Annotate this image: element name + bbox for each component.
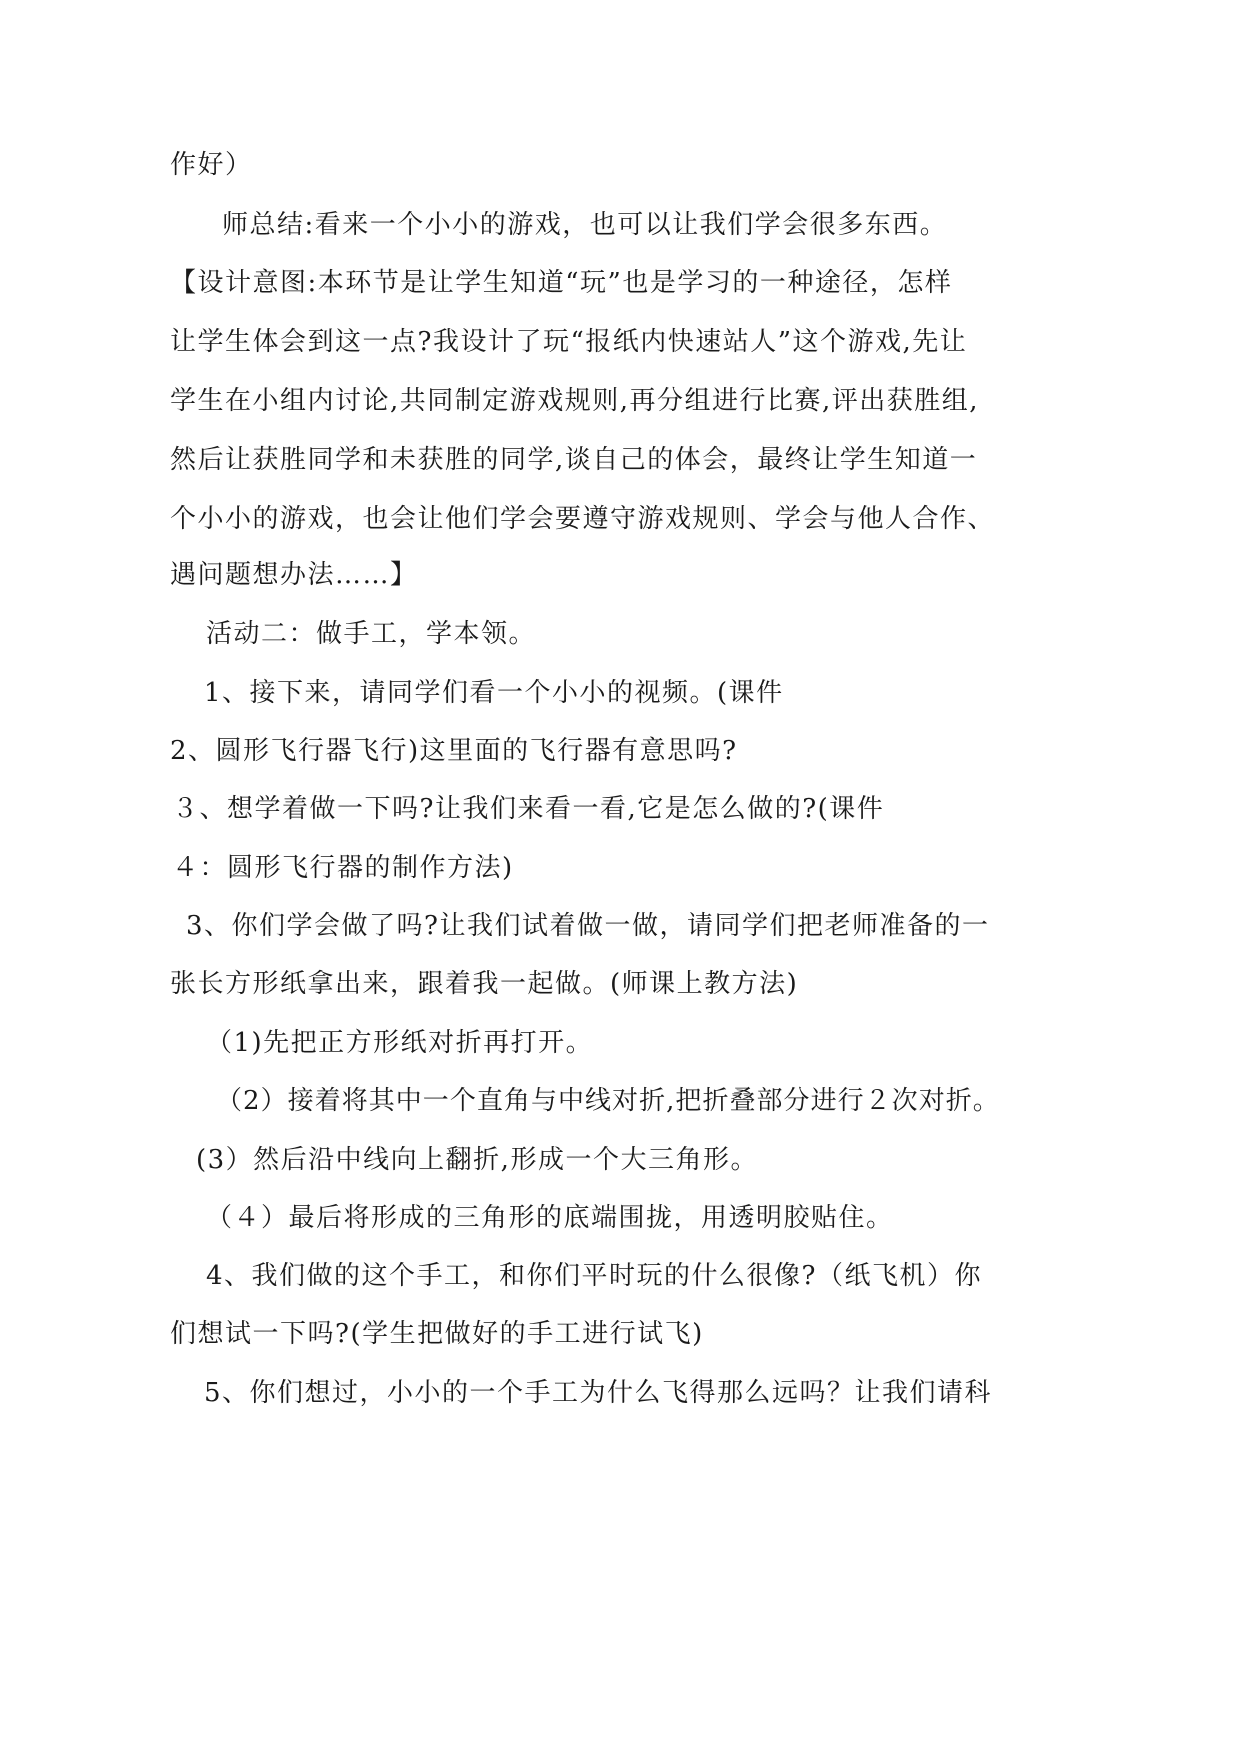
text-line: ３、想学着做一下吗?让我们来看一看,它是怎么做的?(课件 bbox=[172, 794, 885, 824]
text-line: 张长方形纸拿出来，跟着我一起做。(师课上教方法) bbox=[170, 969, 799, 999]
text-line: 作好） bbox=[170, 150, 253, 180]
text-line: 3、你们学会做了吗?让我们试着做一做，请同学们把老师准备的一 bbox=[186, 911, 990, 941]
text-line: （2）接着将其中一个直角与中线对折,把折叠部分进行２次对折。 bbox=[216, 1086, 1000, 1116]
text-line: 5、你们想过，小小的一个手工为什么飞得那么远吗？让我们请科 bbox=[204, 1378, 993, 1408]
text-line: 1、接下来，请同学们看一个小小的视频。(课件 bbox=[204, 678, 784, 708]
text-line: 【设计意图:本环节是让学生知道“玩”也是学习的一种途径，怎样 bbox=[170, 268, 953, 298]
text-line: 们想试一下吗?(学生把做好的手工进行试飞) bbox=[170, 1319, 704, 1349]
text-line: （1)先把正方形纸对折再打开。 bbox=[206, 1028, 594, 1058]
text-line: (3）然后沿中线向上翻折,形成一个大三角形。 bbox=[196, 1145, 758, 1175]
text-line: 让学生体会到这一点?我设计了玩“报纸内快速站人”这个游戏,先让 bbox=[170, 327, 968, 357]
text-line: 学生在小组内讨论,共同制定游戏规则,再分组进行比赛,评出获胜组, bbox=[170, 386, 980, 416]
text-line: 4、我们做的这个手工，和你们平时玩的什么很像?（纸飞机）你 bbox=[206, 1261, 982, 1291]
text-line: 遇问题想办法……】 bbox=[170, 560, 418, 590]
text-line: 然后让获胜同学和未获胜的同学,谈自己的体会，最终让学生知道一 bbox=[170, 445, 978, 475]
text-line: ４：圆形飞行器的制作方法) bbox=[172, 853, 514, 883]
text-line: （４）最后将形成的三角形的底端围拢，用透明胶贴住。 bbox=[206, 1203, 894, 1233]
text-line: 活动二：做手工，学本领。 bbox=[206, 619, 537, 649]
text-line: 师总结:看来一个小小的游戏，也可以让我们学会很多东西。 bbox=[222, 210, 948, 240]
text-line: 2、圆形飞行器飞行)这里面的飞行器有意思吗? bbox=[170, 736, 738, 766]
text-line: 个小小的游戏，也会让他们学会要遵守游戏规则、学会与他人合作、 bbox=[170, 504, 996, 534]
